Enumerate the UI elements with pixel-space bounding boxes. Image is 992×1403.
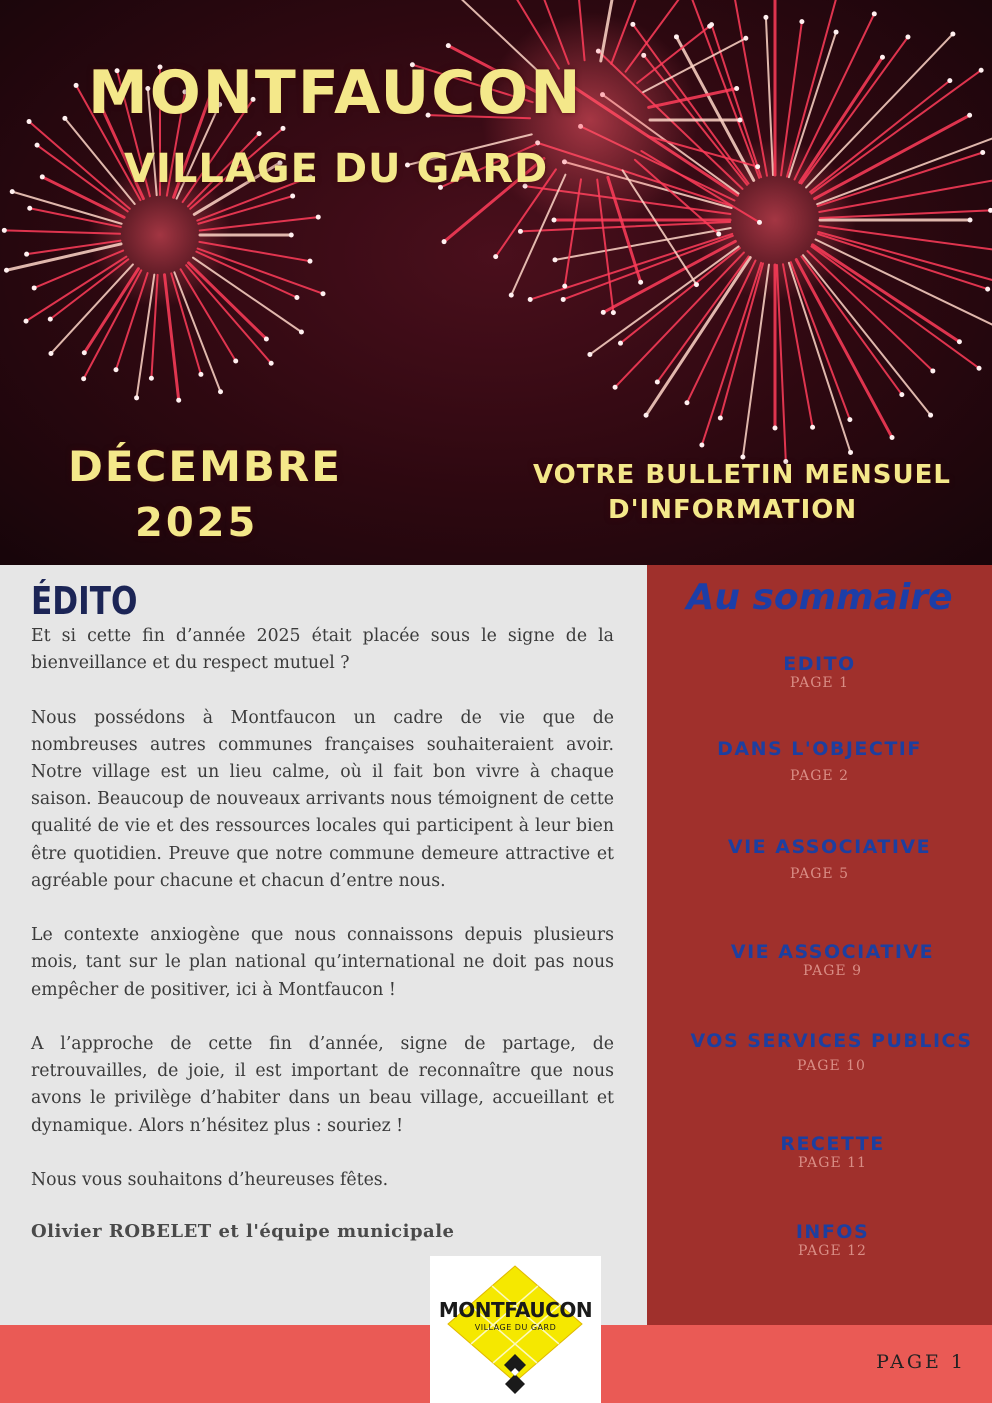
toc-item-page: PAGE 2 — [789, 768, 849, 784]
toc-item-label: INFOS — [795, 1221, 870, 1243]
toc-item-services-publics[interactable] — [647, 1030, 992, 1074]
edito-body — [31, 623, 614, 1221]
toc-item-label: RECETTE — [780, 1133, 885, 1155]
edito-paragraph: Nous vous souhaitons d’heureuses fêtes. — [31, 1170, 389, 1190]
edito-paragraph: A l’approche de cette fin d’année, signe de partage, de retrouvailles, de joie, il est important de reconnaître que nous avons le privilège d’habiter dans un beau village, accueillant et dynamique. Alors n’hésitez plus : souriez ! — [31, 1034, 614, 1136]
hero-title: MONTFAUCON — [88, 58, 583, 128]
edito-section — [0, 565, 647, 1325]
toc-item-page: PAGE 11 — [798, 1155, 867, 1171]
toc-item-page: PAGE 12 — [798, 1243, 867, 1259]
edito-title: ÉDITO — [31, 579, 138, 623]
tagline-line2: D'INFORMATION — [608, 495, 858, 525]
edito-signature: Olivier ROBELET et l'équipe municipale — [31, 1221, 455, 1242]
toc-item-infos[interactable] — [647, 1221, 992, 1259]
toc-item-page: PAGE 10 — [797, 1058, 866, 1074]
edito-paragraph: Le contexte anxiogène que nous connaissons depuis plusieurs mois, tant sur le plan national qu’international ne doit pas nous empêcher de positiver, ici à Montfaucon ! — [31, 925, 614, 1000]
tagline-line1: VOTRE BULLETIN MENSUEL — [533, 460, 951, 490]
hero-banner — [0, 0, 992, 565]
logo-subtitle: VILLAGE DU GARD — [474, 1323, 557, 1332]
toc-item-dans-lobjectif[interactable] — [647, 738, 992, 784]
toc-item-recette[interactable] — [647, 1133, 992, 1171]
toc-item-label: VIE ASSOCIATIVE — [727, 836, 932, 858]
toc-item-vie-associative-2[interactable] — [647, 941, 992, 979]
toc-item-label: VIE ASSOCIATIVE — [730, 941, 935, 963]
toc-item-label: VOS SERVICES PUBLICS — [690, 1030, 973, 1052]
toc-item-vie-associative[interactable] — [647, 836, 992, 882]
edito-paragraph: Et si cette fin d’année 2025 était placée sous le signe de la bienveillance et du respect mutuel ? — [31, 626, 614, 674]
hero-subtitle: VILLAGE DU GARD — [124, 146, 549, 192]
toc-item-label: EDITO — [783, 653, 856, 675]
edito-paragraph: Nous possédons à Montfaucon un cadre de vie que de nombreuses autres communes françaises souhaiteraient avoir. Notre village est un lieu calme, où il fait bon vivre à chaque saison. Beaucoup de nouveaux arrivants nous témoignent de cette qualité de vie et des ressources locales qui participent à leur bien être quotidien. Preuve que notre commune demeure attractive et agréable pour chacune et chacun d’entre nous. — [31, 707, 614, 891]
village-logo — [430, 1256, 601, 1403]
issue-month: DÉCEMBRE — [68, 442, 342, 491]
logo-name: MONTFAUCON — [438, 1298, 593, 1322]
toc-item-page: PAGE 1 — [789, 675, 849, 691]
toc-item-page: PAGE 9 — [802, 963, 862, 979]
toc-title: Au sommaire — [686, 577, 953, 618]
table-of-contents — [647, 565, 992, 1325]
issue-year: 2025 — [135, 500, 259, 546]
toc-item-label: DANS L'OBJECTIF — [717, 738, 922, 760]
toc-item-edito[interactable] — [647, 653, 992, 691]
toc-item-page: PAGE 5 — [789, 866, 849, 882]
page-number: PAGE 1 — [876, 1351, 966, 1373]
